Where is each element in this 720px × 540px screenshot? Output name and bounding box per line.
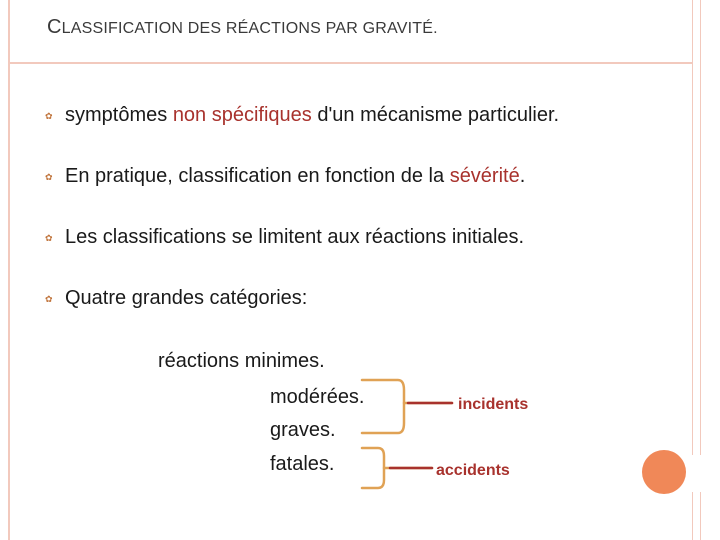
category-minimes: réactions minimes. [158,350,325,372]
orange-diamond-bullet-icon: ✿ [45,294,53,304]
accidents-label: accidents [436,462,510,479]
incidents-bracket [362,380,404,433]
category-graves: graves. [270,419,336,441]
title-end: . [433,20,438,37]
bullet-3-text: Les classifications se limitent aux réactions initiales. [65,226,525,248]
bullet-1-part-1: symptômes [65,104,173,126]
category-moderees: modérées. [270,386,365,408]
orange-diamond-bullet-icon: ✿ [45,111,53,121]
bullet-2-part-3: . [519,165,526,187]
title-rest: LASSIFICATION DES RÉACTIONS PAR GRAVITÉ [61,20,434,37]
title-first-letter: C [47,16,62,38]
decorative-orange-circle [642,450,686,494]
incidents-label: incidents [458,396,529,413]
category-fatales: fatales. [270,453,335,475]
orange-diamond-bullet-icon: ✿ [45,233,53,243]
bullet-1-highlight: non spécifiques [172,104,312,126]
bullet-4-text: Quatre grandes catégories: [65,287,308,309]
accidents-bracket [362,448,384,488]
bullet-2-part-1: En pratique, classification en fonction de la [65,165,450,187]
orange-diamond-bullet-icon: ✿ [45,172,53,182]
bullet-2-highlight: sévérité [449,165,520,187]
bullet-1-part-3: d'un mécanisme particulier. [311,104,560,126]
